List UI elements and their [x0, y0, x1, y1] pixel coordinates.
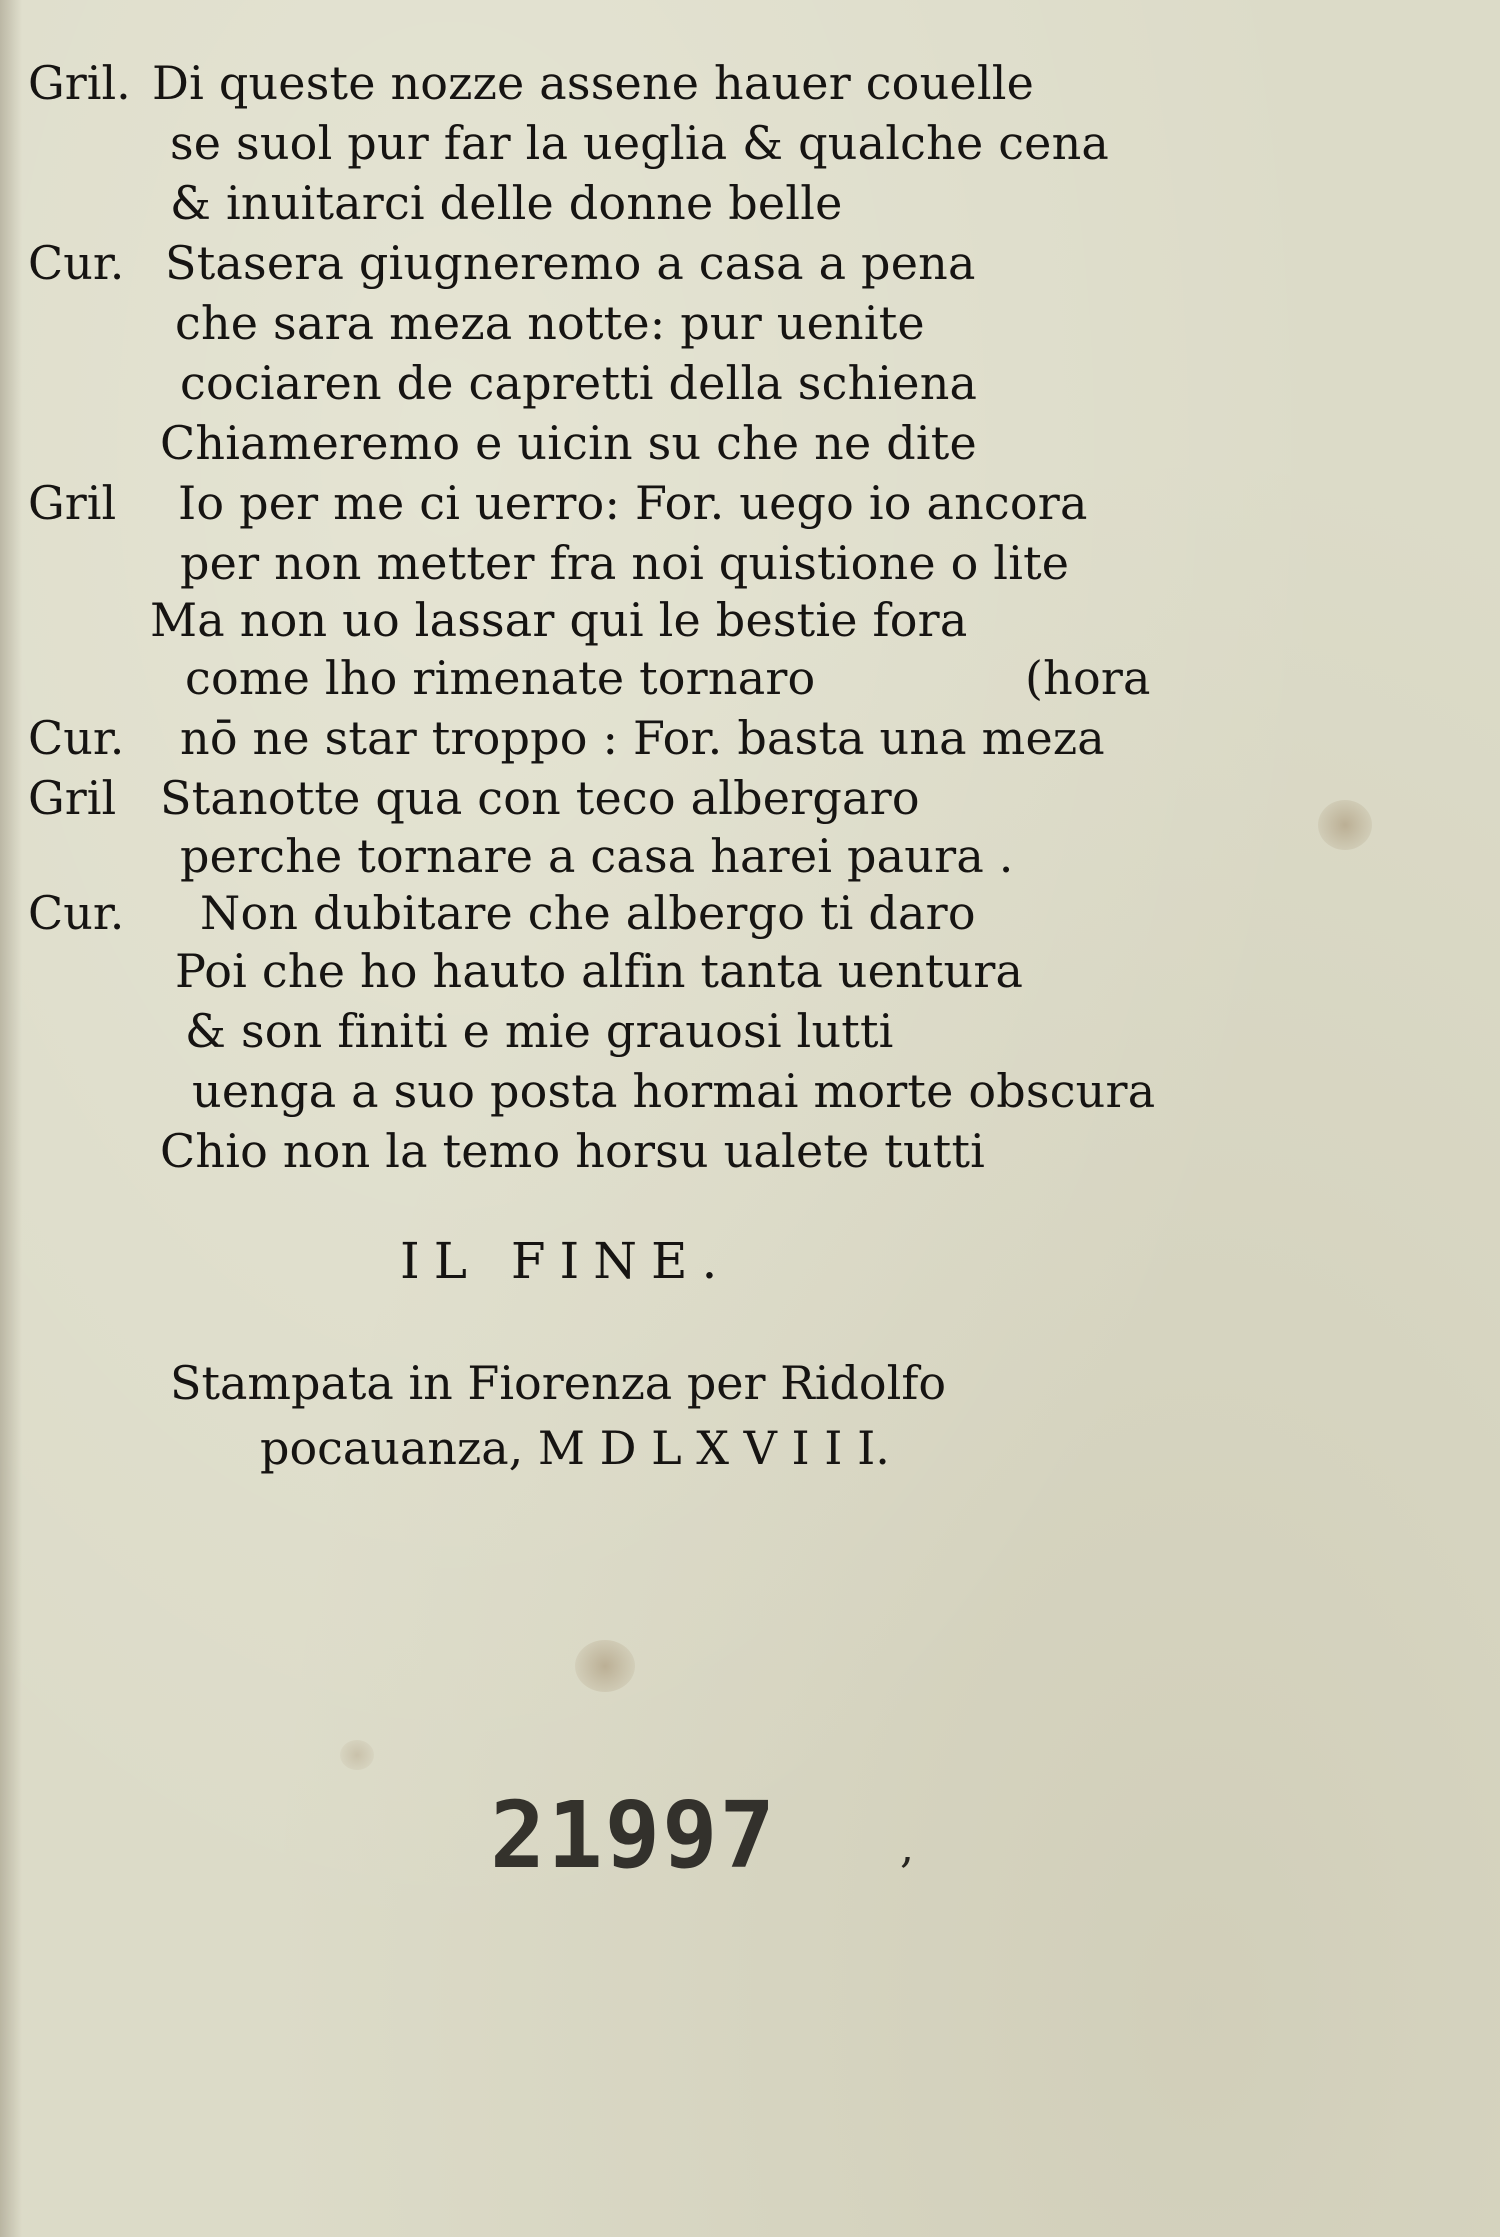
speaker-label: Cur. [28, 236, 125, 290]
end-title: IL FINE. [400, 1232, 732, 1290]
speaker-label: Gril [28, 771, 117, 825]
turnover-word: (hora [1025, 651, 1151, 705]
verse-line: Chiameremo e uicin su che ne dite [160, 416, 977, 470]
verse-line: per non metter fra noi quistione o lite [180, 536, 1070, 590]
speaker-label: Cur. [28, 711, 125, 765]
speaker-label: Gril. [28, 56, 131, 110]
verse-line: cociaren de capretti della schiena [180, 356, 978, 410]
verse-line: Poi che ho hauto alfin tanta uentura [175, 944, 1024, 998]
verse-line: & inuitarci delle donne belle [170, 176, 843, 230]
verse-line: Ma non uo lassar qui le bestie fora [150, 593, 968, 647]
verse-line: Non dubitare che albergo ti daro [200, 886, 976, 940]
foxing-spot [1318, 800, 1372, 850]
verse-line: come lho rimenate tornaro [185, 651, 816, 705]
verse-line: se suol pur far la ueglia & qualche cena [170, 116, 1110, 170]
foxing-spot [575, 1640, 635, 1692]
speaker-label: Cur. [28, 886, 125, 940]
verse-line: Stanotte qua con teco albergaro [160, 771, 920, 825]
colophon-line: pocauanza, M D L X V I I I. [260, 1421, 890, 1475]
page-edge-shadow [0, 0, 22, 2237]
speaker-label: Gril [28, 476, 117, 530]
verse-line: perche tornare a casa harei paura . [180, 829, 1014, 883]
verse-line: Chio non la temo horsu ualete tutti [160, 1124, 986, 1178]
verse-line: Stasera giugneremo a casa a pena [165, 236, 976, 290]
verse-line: uenga a suo posta hormai morte obscura [192, 1064, 1156, 1118]
stamp-mark: , [900, 1822, 914, 1873]
verse-line: nō ne star troppo : For. basta una meza [180, 711, 1105, 765]
verse-line: Di queste nozze assene hauer couelle [152, 56, 1035, 110]
verse-line: che sara meza notte: pur uenite [175, 296, 925, 350]
library-stamp-number: 21997 [490, 1782, 777, 1889]
colophon-line: Stampata in Fiorenza per Ridolfo [170, 1356, 947, 1410]
foxing-spot [340, 1740, 374, 1770]
verse-line: Io per me ci uerro: For. uego io ancora [178, 476, 1088, 530]
verse-line: & son finiti e mie grauosi lutti [185, 1004, 894, 1058]
